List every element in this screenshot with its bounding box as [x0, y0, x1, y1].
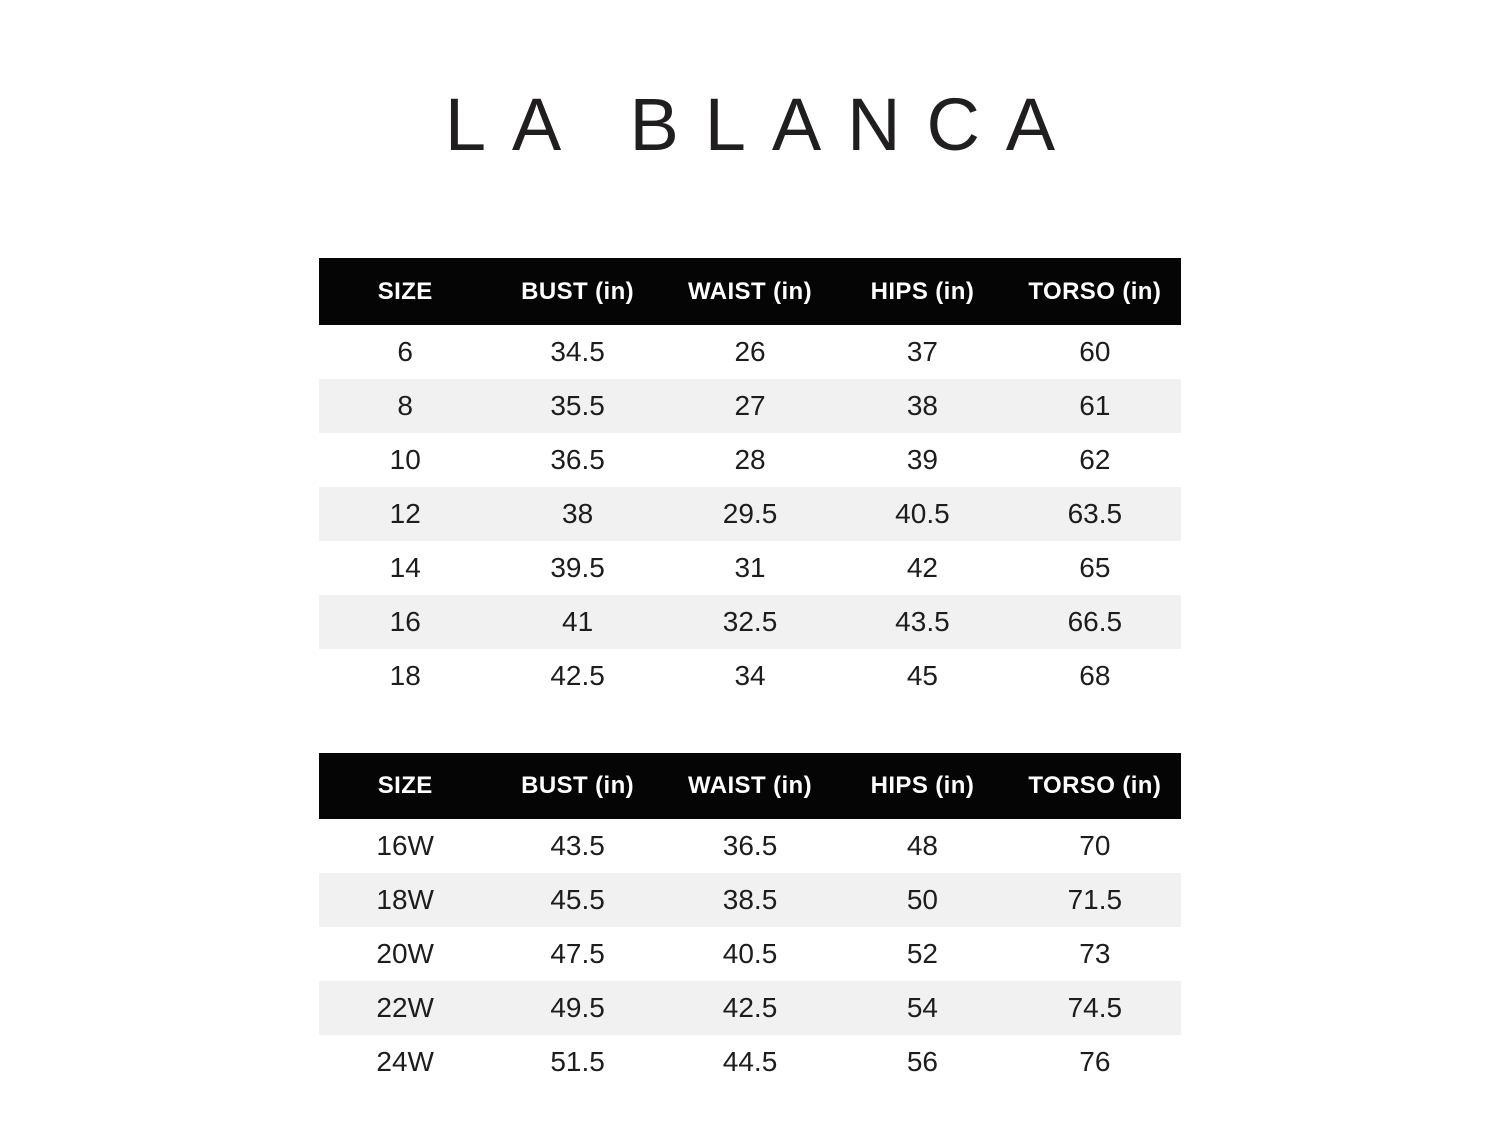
table-cell: 26: [734, 336, 766, 367]
column-header: BUST (in): [521, 772, 635, 799]
table-row: [319, 595, 1181, 649]
table-cell: 60: [1079, 336, 1111, 367]
table-row: [319, 433, 1181, 487]
table-cell: 51.5: [550, 1046, 605, 1077]
table-cell: 45: [906, 660, 938, 691]
table-cell: 65: [1079, 552, 1111, 583]
table-cell: 27: [734, 390, 766, 421]
table-row: [319, 927, 1181, 981]
table-cell: 12: [389, 498, 421, 529]
table-cell: 76: [1079, 1046, 1111, 1077]
table-cell: 73: [1079, 938, 1111, 969]
table-row: [319, 325, 1181, 379]
table-cell: 38: [562, 498, 594, 529]
table-row: [319, 981, 1181, 1035]
table-cell: 14: [389, 552, 421, 583]
table-cell: 35.5: [550, 390, 605, 421]
table-row: [319, 873, 1181, 927]
table-cell: 74.5: [1067, 992, 1123, 1023]
table-row: [319, 379, 1181, 433]
table-cell: 22W: [376, 992, 434, 1023]
table-cell: 45.5: [550, 884, 605, 915]
column-header: WAIST (in): [688, 772, 812, 799]
table-cell: 38.5: [722, 884, 778, 915]
table-cell: 63.5: [1067, 498, 1123, 529]
brand-logo: LA BLANCA: [444, 83, 1082, 166]
table-cell: 39: [906, 444, 938, 475]
table-cell: 40.5: [895, 498, 950, 529]
table-cell: 42.5: [550, 660, 605, 691]
table-cell: 37: [906, 336, 938, 367]
table-cell: 52: [906, 938, 938, 969]
table-body: [319, 819, 1181, 1089]
table-cell: 8: [397, 390, 413, 421]
table-cell: 41: [562, 606, 594, 637]
column-header: BUST (in): [521, 277, 635, 305]
table-cell: 42: [906, 552, 938, 583]
table-header-row: [319, 753, 1181, 819]
table-cell: 36.5: [550, 444, 605, 475]
table-row: [319, 819, 1181, 873]
table-cell: 24W: [376, 1046, 434, 1077]
standard-size-table: [319, 258, 1181, 703]
table-cell: 54: [906, 992, 938, 1023]
table-row: [319, 649, 1181, 703]
table-cell: 61: [1079, 390, 1111, 421]
table-cell: 50: [906, 884, 938, 915]
table-cell: 43.5: [895, 606, 950, 637]
column-header: SIZE: [377, 772, 433, 799]
table-row: [319, 541, 1181, 595]
column-header: HIPS (in): [870, 772, 975, 799]
table-cell: 36.5: [722, 830, 778, 861]
table-cell: 16W: [376, 830, 434, 861]
table-cell: 29.5: [722, 498, 778, 529]
plus-size-table: [319, 753, 1181, 1089]
table-cell: 47.5: [550, 938, 605, 969]
table-cell: 16: [389, 606, 421, 637]
table-cell: 62: [1079, 444, 1111, 475]
table-cell: 70: [1079, 830, 1111, 861]
table-header-row: [319, 258, 1181, 325]
table-cell: 18: [389, 660, 421, 691]
table-cell: 34: [734, 660, 766, 691]
table-cell: 43.5: [550, 830, 605, 861]
table-cell: 34.5: [550, 336, 605, 367]
table-cell: 40.5: [722, 938, 778, 969]
table-cell: 18W: [376, 884, 434, 915]
column-header: TORSO (in): [1028, 277, 1162, 305]
table-cell: 42.5: [722, 992, 778, 1023]
column-header: TORSO (in): [1028, 772, 1162, 799]
table-row: [319, 487, 1181, 541]
table-cell: 39.5: [550, 552, 605, 583]
column-header: WAIST (in): [688, 277, 812, 305]
table-cell: 68: [1079, 660, 1111, 691]
table-cell: 48: [906, 830, 938, 861]
column-header: SIZE: [377, 277, 433, 305]
table-cell: 31: [734, 552, 766, 583]
table-body: [319, 325, 1181, 703]
table-cell: 56: [906, 1046, 938, 1077]
table-row: [319, 1035, 1181, 1089]
table-cell: 49.5: [550, 992, 605, 1023]
table-cell: 28: [734, 444, 766, 475]
table-cell: 66.5: [1067, 606, 1123, 637]
table-cell: 6: [397, 336, 413, 367]
column-header: HIPS (in): [870, 277, 975, 305]
table-cell: 10: [389, 444, 421, 475]
table-cell: 71.5: [1067, 884, 1123, 915]
table-cell: 38: [906, 390, 938, 421]
table-cell: 32.5: [722, 606, 778, 637]
table-cell: 20W: [376, 938, 434, 969]
table-cell: 44.5: [722, 1046, 778, 1077]
